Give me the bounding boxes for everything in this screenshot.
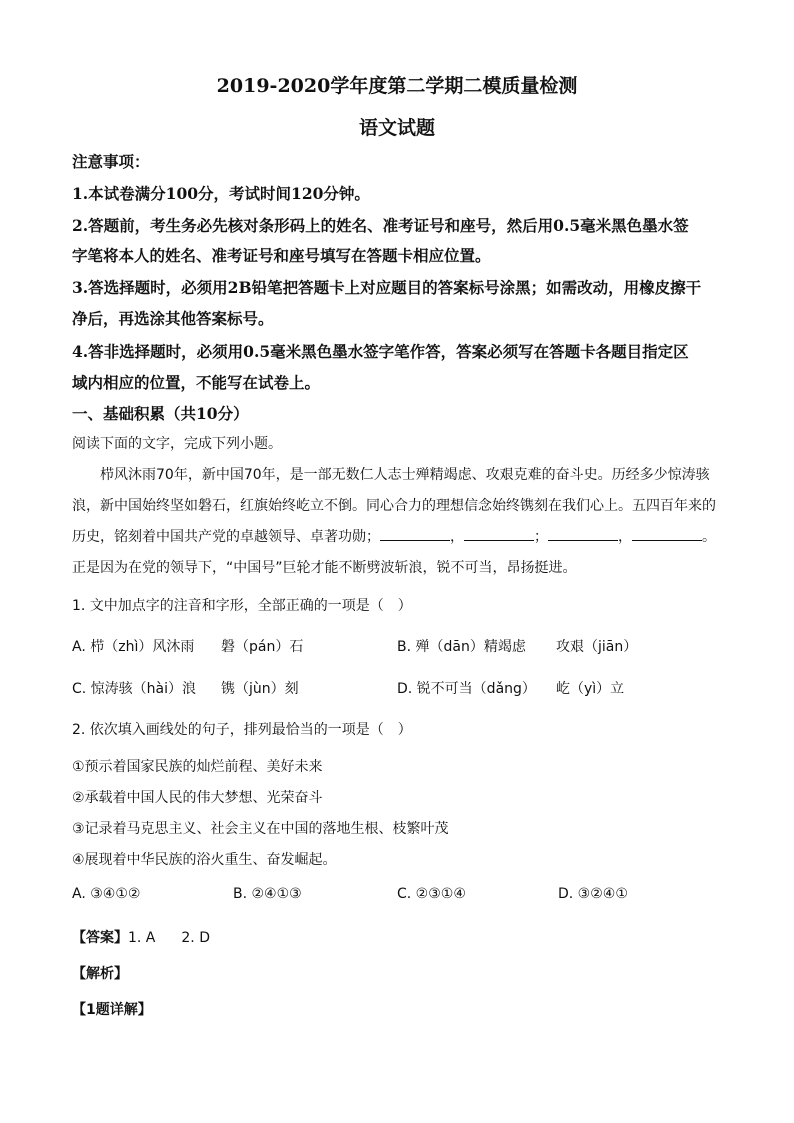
notice-line-5: 净后，再选涂其他答案标号。 bbox=[72, 309, 274, 328]
notice-line-3: 字笔将本人的姓名、准考证号和座号填写在答题卡相应位置。 bbox=[72, 246, 491, 265]
passage-line-2: 浪，新中国始终坚如磐石，红旗始终屹立不倒。同心合力的理想信念始终镌刻在我们心上。五四百年来的 bbox=[72, 498, 716, 514]
section-heading: 一、基础积累（共10分） bbox=[72, 404, 249, 423]
fill-blank-3[interactable] bbox=[548, 526, 618, 541]
notice-line-7: 域内相应的位置，不能写在试卷上。 bbox=[72, 373, 321, 392]
q1-option-c[interactable]: C. 惊涛骇（hài）浪 bbox=[72, 681, 197, 697]
q2-item-3: ③记录着马克思主义、社会主义在中国的落地生根、枝繁叶茂 bbox=[72, 821, 449, 837]
notice-line-2: 2.答题前，考生务必先核对条形码上的姓名、准考证号和座号，然后用0.5毫米黑色墨水签 bbox=[72, 216, 689, 235]
fill-blank-1[interactable] bbox=[380, 526, 450, 541]
passage-line-3-text: 历史，铭刻着中国共产党的卓越领导、卓著功勋； bbox=[72, 529, 380, 545]
answer-line bbox=[72, 927, 210, 947]
detail-label: 【1题详解】 bbox=[72, 1002, 152, 1018]
notice-line-1: 1.本试卷满分100分，考试时间120分钟。 bbox=[72, 184, 370, 203]
q2-option-c[interactable]: C. ②③①④ bbox=[397, 886, 466, 902]
q2-option-d[interactable]: D. ③②④① bbox=[558, 886, 628, 902]
answer-2: 2. D bbox=[181, 930, 210, 946]
blank-sep-1: ， bbox=[450, 529, 464, 545]
page-subtitle: 语文试题 bbox=[358, 117, 435, 139]
q2-item-2: ②承载着中国人民的伟大梦想、光荣奋斗 bbox=[72, 790, 323, 806]
section-instruction: 阅读下面的文字，完成下列小题。 bbox=[72, 436, 282, 452]
fill-blank-4[interactable] bbox=[632, 526, 702, 541]
q2-option-b[interactable]: B. ②④①③ bbox=[233, 886, 302, 902]
answer-1: 1. A bbox=[128, 930, 156, 946]
blank-sep-3: ， bbox=[618, 529, 632, 545]
notice-heading: 注意事项： bbox=[72, 152, 150, 171]
passage-line-3 bbox=[72, 526, 716, 546]
question-2-stem: 2. 依次填入画线处的句子，排列最恰当的一项是（ ） bbox=[72, 722, 412, 738]
fill-blank-2[interactable] bbox=[464, 526, 534, 541]
q2-item-1: ①预示着国家民族的灿烂前程、美好未来 bbox=[72, 759, 323, 775]
q1-option-a-2: 磐（pán）石 bbox=[221, 639, 304, 655]
q1-option-a[interactable]: A. 栉（zhì）风沐雨 bbox=[72, 639, 195, 655]
blank-sep-4: 。 bbox=[702, 529, 716, 545]
passage-line-1: 栉风沐雨70年，新中国70年，是一部无数仁人志士殚精竭虑、攻艰克难的奋斗史。历经多少惊涛骇 bbox=[100, 467, 710, 483]
analysis-label: 【解析】 bbox=[72, 966, 128, 982]
notice-line-4: 3.答选择题时，必须用2B铅笔把答题卡上对应题目的答案标号涂黑；如需改动，用橡皮擦干 bbox=[72, 278, 702, 297]
passage-line-4: 正是因为在党的领导下，“中国号”巨轮才能不断劈波斩浪，锐不可当，昂扬挺进。 bbox=[72, 560, 577, 576]
answer-label: 【答案】 bbox=[72, 930, 128, 946]
question-1-stem: 1. 文中加点字的注音和字形，全部正确的一项是（ ） bbox=[72, 598, 412, 614]
q1-option-d-2: 屹（yì）立 bbox=[556, 681, 625, 697]
q1-option-d[interactable]: D. 锐不可当（dǎng） bbox=[397, 681, 536, 697]
q1-option-c-2: 镌（jùn）刻 bbox=[221, 681, 299, 697]
notice-line-6: 4.答非选择题时，必须用0.5毫米黑色墨水签字笔作答，答案必须写在答题卡各题目指定区 bbox=[72, 342, 689, 361]
q2-option-a[interactable]: A. ③④①② bbox=[72, 886, 141, 902]
q2-item-4: ④展现着中华民族的浴火重生、奋发崛起。 bbox=[72, 852, 337, 868]
page-title: 2019-2020学年度第二学期二模质量检测 bbox=[216, 75, 578, 97]
q1-option-b-2: 攻艰（jiān） bbox=[556, 639, 638, 655]
q1-option-b[interactable]: B. 殚（dān）精竭虑 bbox=[397, 639, 526, 655]
blank-sep-2: ； bbox=[534, 529, 548, 545]
